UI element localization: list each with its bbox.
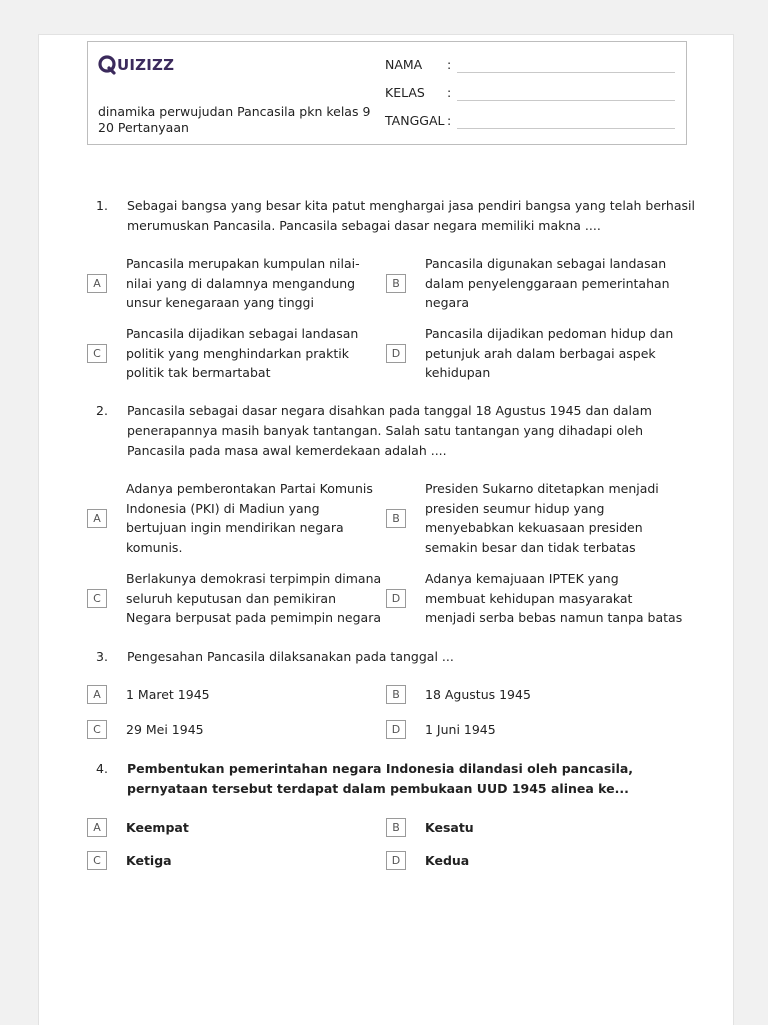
question-2 bbox=[96, 401, 696, 461]
class-field[interactable] bbox=[385, 85, 675, 103]
question-number: 1. bbox=[96, 198, 108, 213]
question-text: Sebagai bangsa yang besar kita patut menghargai jasa pendiri bangsa yang telah berhasil merumuskan Pancasila. Pancasila sebagai dasar negara memiliki makna .... bbox=[127, 198, 695, 233]
name-line[interactable] bbox=[457, 72, 675, 73]
option-text: Presiden Sukarno ditetapkan menjadi presiden seumur hidup yang menyebabkan kekuasaan presiden semakin besar dan tidak terbatas bbox=[425, 481, 659, 555]
option-letter: D bbox=[386, 720, 406, 739]
question-count: 20 Pertanyaan bbox=[98, 120, 189, 135]
option-letter: C bbox=[87, 344, 107, 363]
question-4 bbox=[96, 759, 696, 799]
option-letter: C bbox=[87, 589, 107, 608]
option-letter: A bbox=[87, 274, 107, 293]
option-letter: B bbox=[386, 509, 406, 528]
option-text: Pancasila digunakan sebagai landasan dalam penyelenggaraan pemerintahan negara bbox=[425, 256, 670, 310]
option-letter: C bbox=[87, 851, 107, 870]
question-number: 2. bbox=[96, 403, 108, 418]
option-letter: D bbox=[386, 344, 406, 363]
option-letter: C bbox=[87, 720, 107, 739]
name-colon: : bbox=[447, 57, 452, 72]
name-field[interactable] bbox=[385, 57, 675, 75]
option-letter: D bbox=[386, 589, 406, 608]
worksheet-header bbox=[87, 41, 687, 145]
option-letter: A bbox=[87, 685, 107, 704]
option-text: Adanya pemberontakan Partai Komunis Indonesia (PKI) di Madiun yang bertujuan ingin mendirikan negara komunis. bbox=[126, 481, 373, 555]
option-text: 1 Juni 1945 bbox=[425, 722, 496, 737]
option-text: Berlakunya demokrasi terpimpin dimana seluruh keputusan dan pemikiran Negara berpusat pada pemimpin negara bbox=[126, 571, 382, 625]
option-letter: B bbox=[386, 274, 406, 293]
question-number: 3. bbox=[96, 649, 108, 664]
option-letter: D bbox=[386, 851, 406, 870]
option-letter: B bbox=[386, 685, 406, 704]
option-text: Kedua bbox=[425, 853, 470, 868]
option-text: Pancasila merupakan kumpulan nilai-nilai yang di dalamnya mengandung unsur kenegaraan yang tinggi bbox=[126, 256, 360, 310]
question-text: Pancasila sebagai dasar negara disahkan pada tanggal 18 Agustus 1945 dan dalam penerapannya masih banyak tantangan. Salah satu tantangan yang dihadapi oleh Pancasila pada masa awal kemerdekaan adalah .... bbox=[127, 403, 652, 458]
quizizz-logo-mark bbox=[98, 54, 178, 76]
option-text: Adanya kemajuaan IPTEK yang membuat kehidupan masyarakat menjadi serba bebas namun tanpa batas bbox=[425, 571, 683, 625]
option-letter: A bbox=[87, 509, 107, 528]
question-1 bbox=[96, 196, 696, 236]
option-letter: A bbox=[87, 818, 107, 837]
date-line[interactable] bbox=[457, 128, 675, 129]
option-text: Ketiga bbox=[126, 853, 172, 868]
date-colon: : bbox=[447, 113, 452, 128]
question-3 bbox=[96, 647, 696, 667]
option-text: 18 Agustus 1945 bbox=[425, 687, 531, 702]
date-field[interactable] bbox=[385, 113, 675, 131]
class-colon: : bbox=[447, 85, 452, 100]
option-text: Pancasila dijadikan pedoman hidup dan petunjuk arah dalam berbagai aspek kehidupan bbox=[425, 326, 674, 380]
question-number: 4. bbox=[96, 761, 108, 776]
date-label: TANGGAL bbox=[385, 113, 445, 128]
class-label: KELAS bbox=[385, 85, 425, 100]
class-line[interactable] bbox=[457, 100, 675, 101]
worksheet-page bbox=[38, 34, 734, 1025]
option-text: Kesatu bbox=[425, 820, 474, 835]
question-text: Pembentukan pemerintahan negara Indonesia dilandasi oleh pancasila, pernyataan tersebut terdapat dalam pembukaan UUD 1945 alinea ke... bbox=[127, 761, 634, 796]
option-text: Keempat bbox=[126, 820, 189, 835]
quizizz-logo bbox=[98, 54, 178, 76]
svg-text:UIZIZZ: UIZIZZ bbox=[117, 56, 175, 74]
option-text: 29 Mei 1945 bbox=[126, 722, 204, 737]
name-label: NAMA bbox=[385, 57, 423, 72]
option-text: 1 Maret 1945 bbox=[126, 687, 210, 702]
option-text: Pancasila dijadikan sebagai landasan politik yang menghindarkan praktik politik tak bermartabat bbox=[126, 326, 359, 380]
quiz-title: dinamika perwujudan Pancasila pkn kelas 9 bbox=[98, 104, 371, 119]
question-text: Pengesahan Pancasila dilaksanakan pada tanggal ... bbox=[127, 649, 454, 664]
option-letter: B bbox=[386, 818, 406, 837]
